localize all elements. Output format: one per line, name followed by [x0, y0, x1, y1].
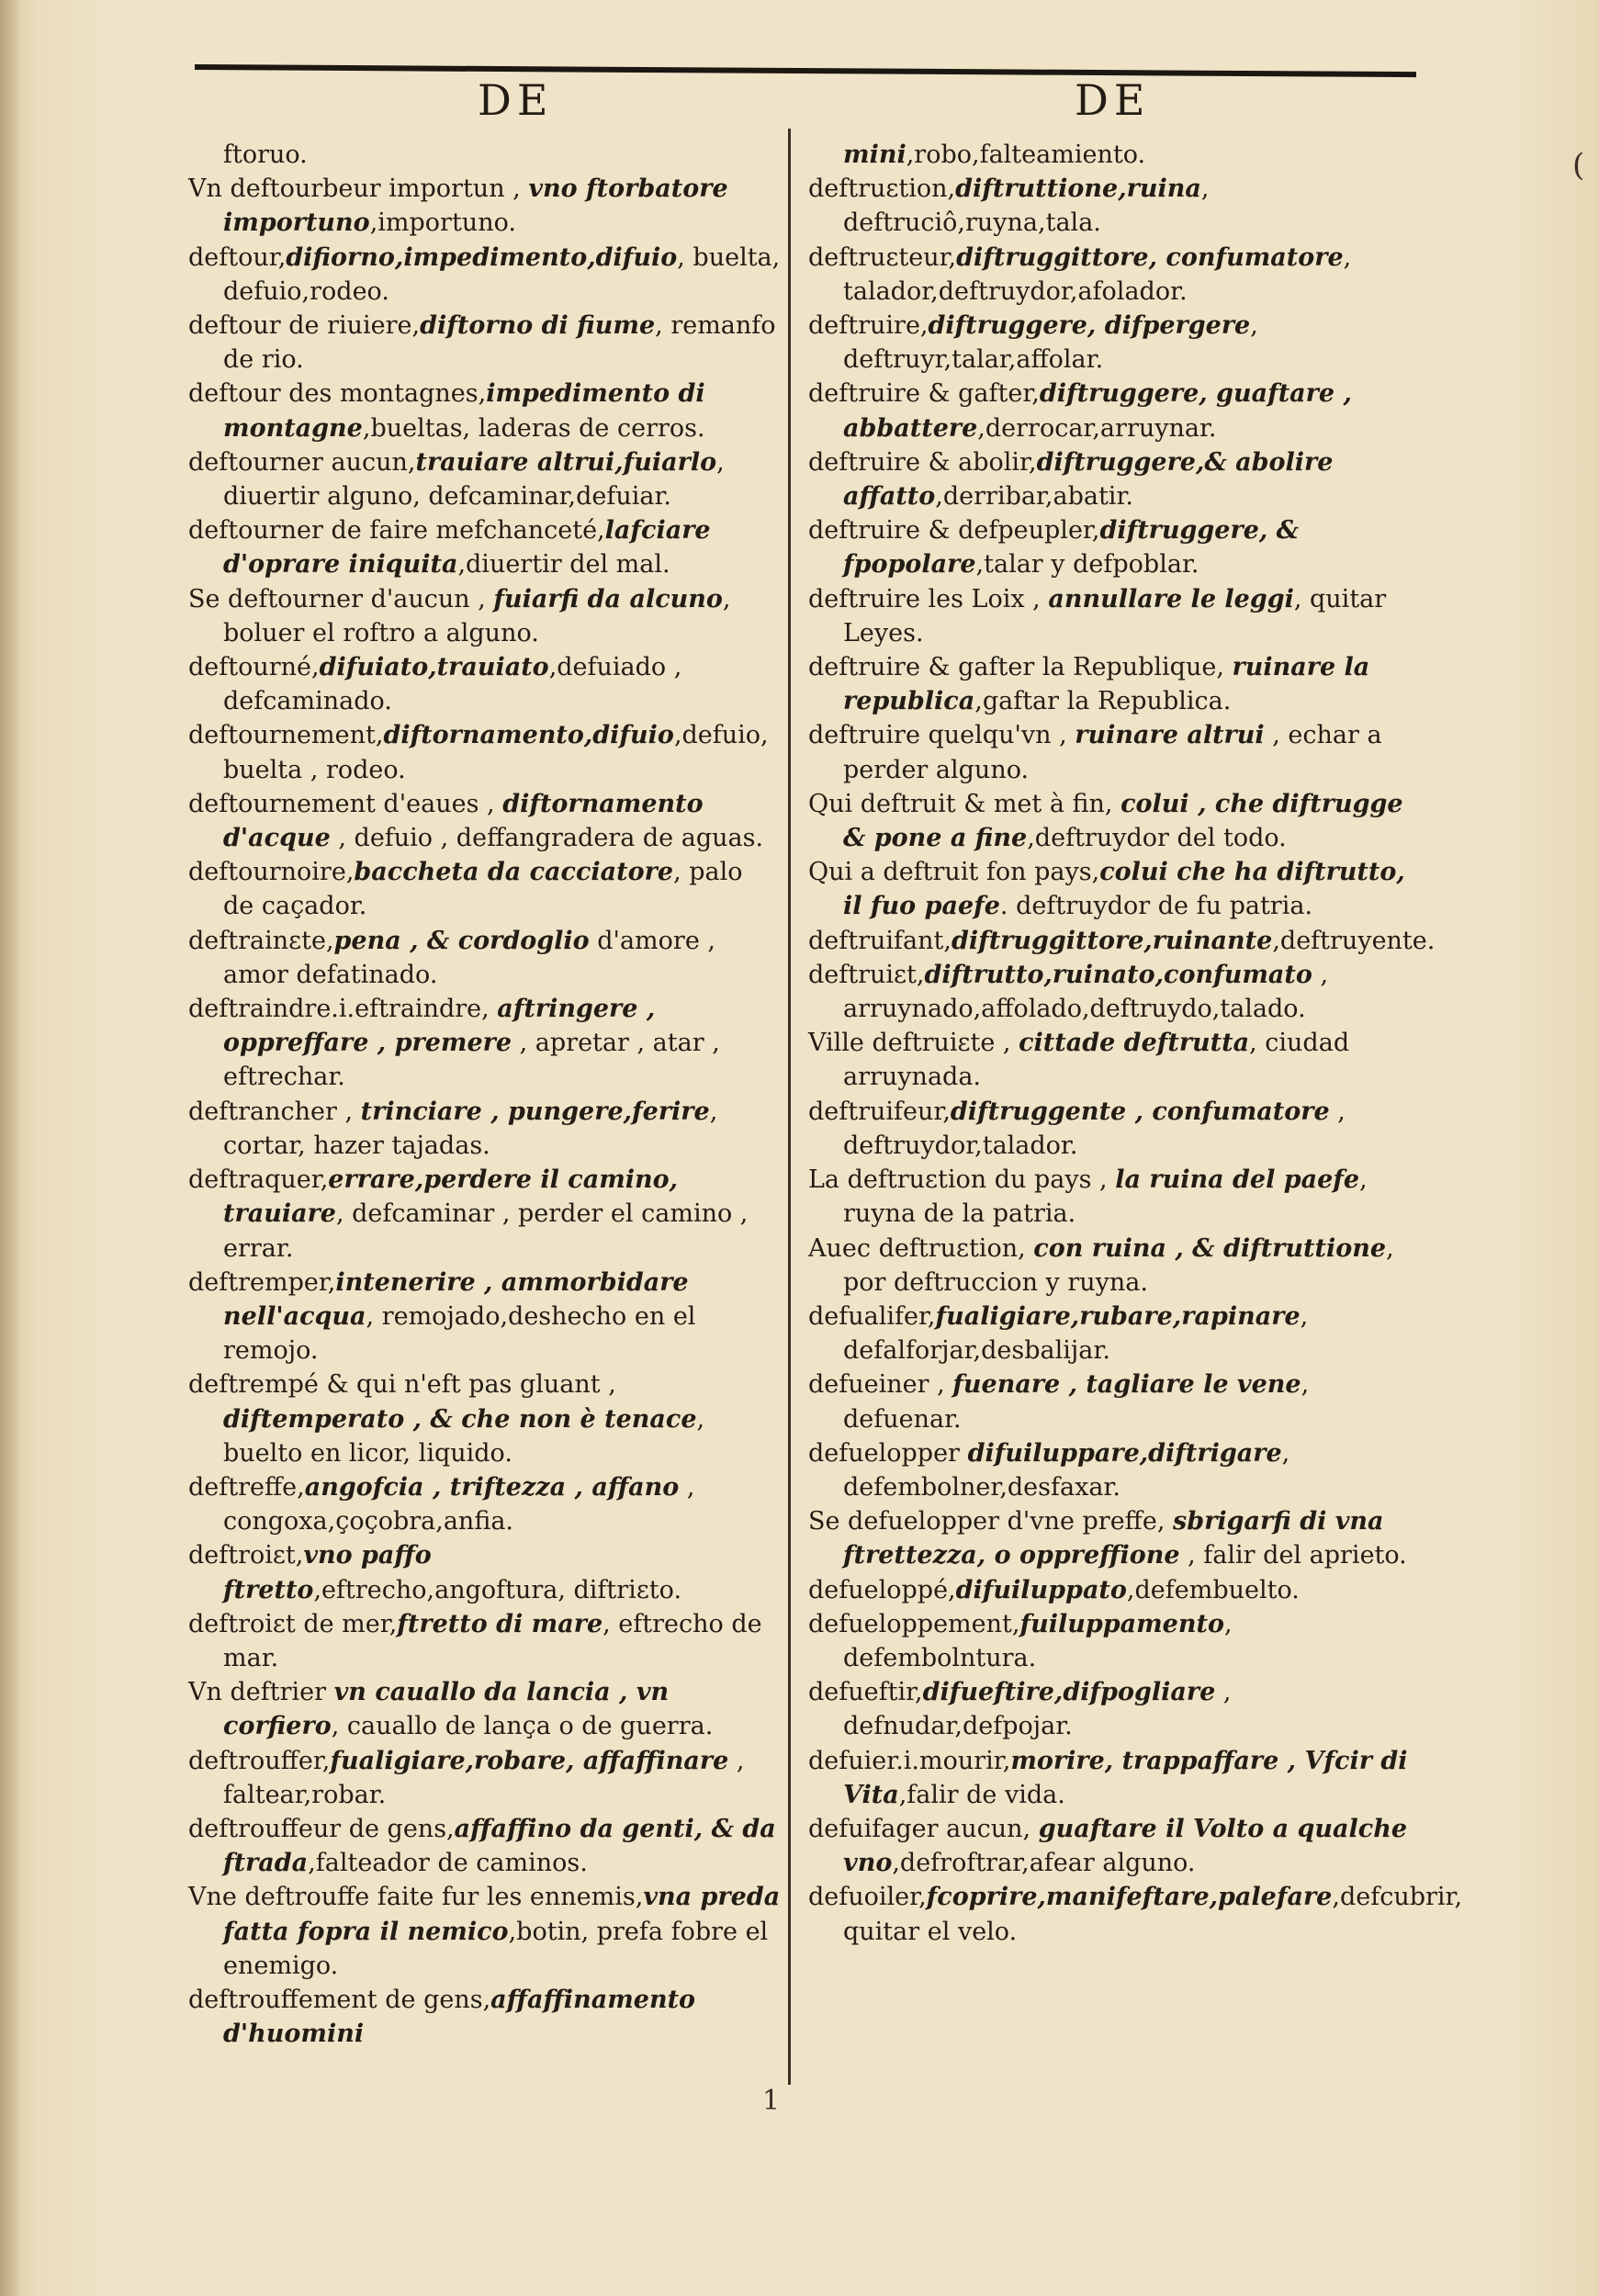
french-headword: deftruire & gafter la Republique, [808, 653, 1233, 682]
spanish-gloss: , quitar Leyes. [843, 584, 1387, 647]
italian-gloss: diftruttione,ruina [955, 174, 1201, 204]
french-headword: deftournoire, [188, 858, 355, 887]
french-headword: Vn deftrier [188, 1678, 334, 1707]
dictionary-entry [188, 138, 781, 172]
spanish-gloss: ,defembuelto. [1126, 1575, 1300, 1604]
dictionary-entry [188, 1266, 781, 1368]
dictionary-entry [188, 582, 781, 650]
french-headword: deftroiɛt, [188, 1541, 304, 1570]
dictionary-entry [808, 1744, 1414, 1812]
french-headword: defueiner , [808, 1370, 953, 1400]
french-headword: ftoruo. [223, 141, 308, 169]
dictionary-entry [808, 513, 1414, 581]
dictionary-entry [808, 958, 1414, 1026]
italian-gloss: diftruggente , confumatore [950, 1097, 1330, 1126]
dictionary-entry [808, 172, 1414, 240]
running-head-right: DE [1075, 75, 1151, 125]
french-headword: deftruire les Loix , [808, 584, 1049, 613]
spanish-gloss: , faltear,robar. [223, 1746, 745, 1809]
spanish-gloss: ,talar y defpoblar. [975, 550, 1199, 580]
french-headword: deftruɛteur, [808, 242, 957, 272]
french-headword: Auec deftruɛtion, [808, 1233, 1034, 1263]
dictionary-entry [808, 1607, 1414, 1675]
spanish-gloss: ,diuertir del mal. [457, 550, 670, 580]
spanish-gloss: , buelto en licor, liquido. [223, 1404, 705, 1468]
italian-gloss: diftruggittore, confumatore [956, 242, 1344, 272]
italian-gloss: mini [843, 141, 906, 169]
dictionary-entry [808, 582, 1414, 650]
italian-gloss: aftringere , oppreffare , premere [223, 995, 656, 1058]
italian-gloss: diftornamento,difuio [383, 721, 674, 750]
spanish-gloss: , palo de caçador. [223, 858, 743, 921]
italian-gloss: con ruina , & diftruttione [1033, 1233, 1387, 1263]
right-column [808, 138, 1463, 2085]
spanish-gloss: ,botin, prefa fobre el enemigo. [223, 1917, 769, 1980]
spanish-gloss: , remojado,deshecho en el remojo. [223, 1301, 696, 1366]
dictionary-entry [188, 718, 781, 786]
spanish-gloss: , deftruyr,talar,affolar. [843, 311, 1258, 375]
french-headword: deftruire & defpeupler, [808, 516, 1100, 546]
dictionary-entry [808, 924, 1436, 958]
french-headword: defueloppé, [808, 1575, 956, 1604]
italian-gloss: diftrutto,ruinato,confumato [924, 960, 1312, 989]
spanish-gloss: , buelta, defuio,rodeo. [223, 242, 781, 306]
spanish-gloss: , ciudad arruynada. [843, 1029, 1350, 1092]
spanish-gloss: , falir del aprieto. [1179, 1541, 1407, 1570]
italian-gloss: fualigiare,rubare,rapinare [935, 1301, 1301, 1331]
french-headword: deftraquer, [188, 1165, 329, 1195]
dictionary-entry [188, 1095, 781, 1163]
spanish-gloss: , remanfo de rio. [223, 311, 776, 375]
italian-gloss: difiorno,impedimento,difuio [286, 242, 678, 272]
dictionary-entry [808, 309, 1414, 377]
french-headword: deftroiɛt de mer, [188, 1609, 398, 1638]
french-headword: deftruire & abolir, [808, 447, 1037, 477]
dictionary-entry [188, 1983, 781, 2051]
dictionary-entry [188, 1163, 781, 1266]
italian-gloss: intenerire , ammorbidare nell'acqua [223, 1267, 689, 1331]
dictionary-entry [808, 1026, 1414, 1094]
dictionary-entry [808, 1163, 1414, 1231]
spanish-gloss: ,gaftar la Republica. [974, 687, 1232, 716]
french-headword: deftourner de faire mefchanceté, [188, 516, 605, 546]
spanish-gloss: , echar a perder alguno. [843, 721, 1382, 784]
italian-gloss: ruinare altrui [1075, 721, 1265, 750]
spanish-gloss: , cortar, hazer tajadas. [223, 1097, 718, 1160]
french-headword: deftraindre.i.eftraindre, [188, 995, 498, 1024]
dictionary-entry [188, 513, 781, 581]
dictionary-entry [808, 787, 1414, 855]
column-divider [788, 129, 791, 2085]
spanish-gloss: ,robo,falteamiento. [906, 141, 1146, 169]
dictionary-entry [188, 855, 781, 923]
spanish-gloss: , eftrecho de mar. [223, 1609, 762, 1672]
french-headword: defuoiler, [808, 1883, 927, 1912]
french-headword: Qui deftruit & met à fin, [808, 789, 1121, 818]
spanish-gloss: , deftruciô,ruyna,tala. [843, 174, 1210, 238]
italian-gloss: diftruggere, difpergere [928, 311, 1251, 341]
dictionary-entry [188, 309, 781, 377]
spanish-gloss: , ruyna de la patria. [843, 1165, 1368, 1229]
italian-gloss: vn cauallo da lancia , vn corfiero [223, 1678, 670, 1741]
french-headword: Vn deftourbeur importun , [188, 174, 529, 204]
french-headword: deftruire & gafter, [808, 379, 1040, 409]
italian-gloss: angofcia , triftezza , affano [304, 1472, 680, 1502]
spanish-gloss: ,bueltas, laderas de cerros. [362, 413, 705, 443]
spanish-gloss: ,defuiado , defcaminado. [223, 653, 682, 716]
bottom-mark: 1 [762, 2085, 781, 2117]
dictionary-entry [188, 172, 781, 240]
french-headword: deftour de riuiere, [188, 311, 421, 341]
spanish-gloss: ,defroftrar,afear alguno. [892, 1849, 1196, 1878]
dictionary-entry [808, 1095, 1414, 1163]
spanish-gloss: , apretar , atar , eftrechar. [223, 1029, 720, 1092]
french-headword: deftruifant, [808, 926, 952, 955]
french-headword: deftour des montagnes, [188, 379, 487, 409]
dictionary-entry [188, 787, 781, 855]
dictionary-entry [188, 1607, 781, 1675]
spanish-gloss: , arruynado,affolado,deftruydo,talado. [843, 960, 1329, 1024]
spanish-gloss: , talador,deftruydor,afolador. [843, 242, 1352, 306]
dictionary-entry [188, 1744, 781, 1812]
spanish-gloss: ,falir de vida. [898, 1780, 1065, 1809]
dictionary-entry [808, 1367, 1414, 1435]
running-head-left: DE [478, 75, 554, 125]
french-headword: deftrancher , [188, 1097, 361, 1126]
spanish-gloss: ,defcubrir, quitar el velo. [843, 1883, 1463, 1946]
left-column [188, 138, 781, 2085]
french-headword: deftournement d'eaues , [188, 789, 503, 818]
french-headword: defuier.i.mourir, [808, 1746, 1011, 1775]
spanish-gloss: ,derrocar,arruynar. [977, 413, 1217, 443]
dictionary-entry [808, 1812, 1414, 1880]
italian-gloss: vno ftorbatore importuno [223, 174, 728, 238]
spanish-gloss: . deftruydor de fu patria. [999, 892, 1313, 921]
french-headword: La deftruɛtion du pays , [808, 1165, 1116, 1195]
french-headword: Qui a deftruit fon pays, [808, 858, 1100, 887]
italian-gloss: diftruggittore,ruinante [951, 926, 1273, 955]
italian-gloss: la ruina del paefe [1115, 1165, 1360, 1195]
dictionary-entry [808, 241, 1414, 309]
spanish-gloss: ,defuio, buelta , rodeo. [223, 721, 769, 784]
page-binding-shadow [0, 0, 20, 2296]
french-headword: defualifer, [808, 1301, 936, 1331]
italian-gloss: diftruggere,& abolire affatto [843, 447, 1334, 512]
french-headword: deftruɛtion, [808, 174, 956, 204]
dictionary-entry [808, 377, 1414, 445]
french-headword: deftourné, [188, 653, 320, 682]
spanish-gloss: , defembolner,desfaxar. [843, 1438, 1290, 1502]
french-headword: deftruire quelqu'vn , [808, 721, 1075, 750]
dictionary-entry [188, 1367, 781, 1470]
dictionary-entry [808, 1675, 1414, 1743]
french-headword: Se deftourner d'aucun , [188, 584, 494, 613]
french-headword: deftrouffement de gens, [188, 1985, 491, 2014]
italian-gloss: impedimento di montagne [223, 379, 705, 443]
french-headword: deftour, [188, 242, 287, 272]
french-headword: defuelopper [808, 1438, 968, 1468]
italian-gloss: diftemperato , & che non è tenace [223, 1404, 697, 1434]
french-headword: deftrouffer, [188, 1746, 331, 1775]
italian-gloss: affaffinamento d'huomini [223, 1985, 696, 2049]
french-headword: deftourner aucun, [188, 447, 416, 477]
dictionary-entry [808, 1300, 1414, 1367]
spanish-gloss: ,importuno. [369, 208, 516, 238]
french-headword: deftrouffeur de gens, [188, 1814, 455, 1843]
spanish-gloss: , defembolntura. [843, 1609, 1233, 1672]
spanish-gloss: , defalforjar,desbalijar. [843, 1301, 1309, 1366]
italian-gloss: diftruggere, & fpopolare [843, 516, 1300, 580]
dictionary-entry [188, 241, 781, 309]
italian-gloss: annullare le leggi [1048, 584, 1294, 613]
italian-gloss: ruinare la republica [843, 653, 1370, 716]
italian-gloss: fuiluppamento [1019, 1609, 1224, 1638]
dictionary-entry [188, 445, 781, 513]
italian-gloss: fcoprire,manifeftare,palefare [926, 1883, 1333, 1912]
spanish-gloss: d'amore , amor defatinado. [223, 926, 715, 989]
italian-gloss: fuiarfi da alcuno [493, 584, 723, 613]
spanish-gloss: , deftruydor,talador. [843, 1097, 1346, 1160]
dictionary-entry [808, 445, 1414, 513]
header-rule [195, 64, 1416, 77]
spanish-gloss: , diuertir alguno, defcaminar,defuiar. [223, 447, 725, 512]
spanish-gloss: ,deftruyente. [1272, 926, 1436, 955]
italian-gloss: fualigiare,robare, affaffinare [330, 1746, 729, 1775]
italian-gloss: cittade deftrutta [1019, 1029, 1250, 1058]
dictionary-entry [188, 1880, 781, 1983]
french-headword: deftrainɛte, [188, 926, 334, 955]
italian-gloss: difuiato,trauiato [319, 653, 549, 682]
french-headword: deftrempé & qui n'eft pas gluant , [188, 1370, 616, 1400]
french-headword: deftreffe, [188, 1472, 305, 1502]
dictionary-entry [188, 377, 781, 445]
italian-gloss: pena , & cordoglio [333, 926, 590, 955]
dictionary-entry [188, 992, 781, 1095]
spanish-gloss: ,derribar,abatir. [935, 482, 1133, 512]
french-headword: defuifager aucun, [808, 1814, 1039, 1843]
dictionary-entry [808, 718, 1414, 786]
spanish-gloss: , defnudar,defpojar. [843, 1678, 1232, 1741]
dictionary-entry [808, 1436, 1414, 1504]
spanish-gloss: , defuio , deffangradera de aguas. [330, 824, 764, 853]
french-headword: Se defuelopper d'vne preffe, [808, 1507, 1174, 1536]
italian-gloss: diftornamento d'acque [223, 789, 704, 853]
spanish-gloss: ,deftruydor del todo. [1027, 824, 1287, 853]
dictionary-entry [808, 1232, 1414, 1300]
italian-gloss: trauiare altrui,fuiarlo [415, 447, 717, 477]
italian-gloss: errare,perdere il camino, trauiare [223, 1165, 679, 1229]
french-headword: deftruiɛt, [808, 960, 925, 989]
dictionary-entry [188, 1812, 781, 1880]
italian-gloss: difueftire,difpogliare [922, 1678, 1216, 1707]
italian-gloss: vna preda fatta fopra il nemico [223, 1883, 781, 1946]
spanish-gloss: , congoxa,çoçobra,anfia. [223, 1472, 695, 1536]
dictionary-entry [808, 855, 1414, 923]
dictionary-entry [188, 650, 781, 718]
spanish-gloss: , defuenar. [843, 1370, 1310, 1434]
italian-gloss: fuenare , tagliare le vene [952, 1370, 1301, 1400]
italian-gloss: diftruggere, guaftare , abbattere [843, 379, 1352, 443]
italian-gloss: morire, trappaffare , Vfcir di Vita [843, 1746, 1408, 1809]
margin-mark: ( [1572, 147, 1585, 184]
italian-gloss: ftretto di mare [397, 1609, 603, 1638]
italian-gloss: difuiluppato [955, 1575, 1127, 1604]
french-headword: deftremper, [188, 1267, 336, 1297]
dictionary-entry [188, 1675, 781, 1743]
spanish-gloss: , cauallo de lança o de guerra. [331, 1712, 714, 1741]
spanish-gloss: , por deftruccion y ruyna. [843, 1233, 1394, 1297]
italian-gloss: trinciare , pungere,ferire [360, 1097, 710, 1126]
dictionary-entry [808, 1504, 1414, 1572]
italian-gloss: lafciare d'oprare iniquita [223, 516, 711, 580]
dictionary-entry [188, 924, 781, 992]
italian-gloss: colui , che diftrugge & pone a fine [843, 789, 1403, 853]
spanish-gloss: ,falteador de caminos. [308, 1849, 588, 1878]
french-headword: Vne deftrouffe faite fur les ennemis, [188, 1883, 644, 1912]
french-headword: defueftir, [808, 1678, 923, 1707]
dictionary-entry [188, 1470, 781, 1538]
dictionary-entry [188, 1538, 781, 1606]
french-headword: Ville deftruiɛte , [808, 1029, 1019, 1058]
french-headword: deftruire, [808, 311, 929, 341]
italian-gloss: colui che ha diftrutto, il fuo paefe [843, 858, 1405, 921]
spanish-gloss: , boluer el roftro a alguno. [223, 584, 731, 647]
italian-gloss: affaffino da genti, & da ftrada [223, 1814, 776, 1878]
italian-gloss: vno paffo ftretto [223, 1541, 432, 1604]
spanish-gloss: , defcaminar , perder el camino , errar. [223, 1199, 749, 1263]
french-headword: deftournement, [188, 721, 384, 750]
dictionary-entry [808, 1880, 1463, 1948]
italian-gloss: diftorno di fiume [420, 311, 656, 341]
dictionary-entry [808, 138, 1414, 172]
french-headword: defueloppement, [808, 1609, 1020, 1638]
italian-gloss: baccheta da cacciatore [354, 858, 674, 887]
italian-gloss: guaftare il Volto a qualche vno [843, 1814, 1408, 1878]
french-headword: deftruifeur, [808, 1097, 951, 1126]
dictionary-entry [808, 1573, 1414, 1607]
italian-gloss: sbrigarfi di vna ftrettezza, o oppreffione [843, 1507, 1384, 1570]
dictionary-entry [808, 650, 1414, 718]
italian-gloss: difuiluppare,diftrigare [967, 1438, 1282, 1468]
spanish-gloss: ,eftrecho,angoftura, diftriɛto. [313, 1575, 682, 1604]
